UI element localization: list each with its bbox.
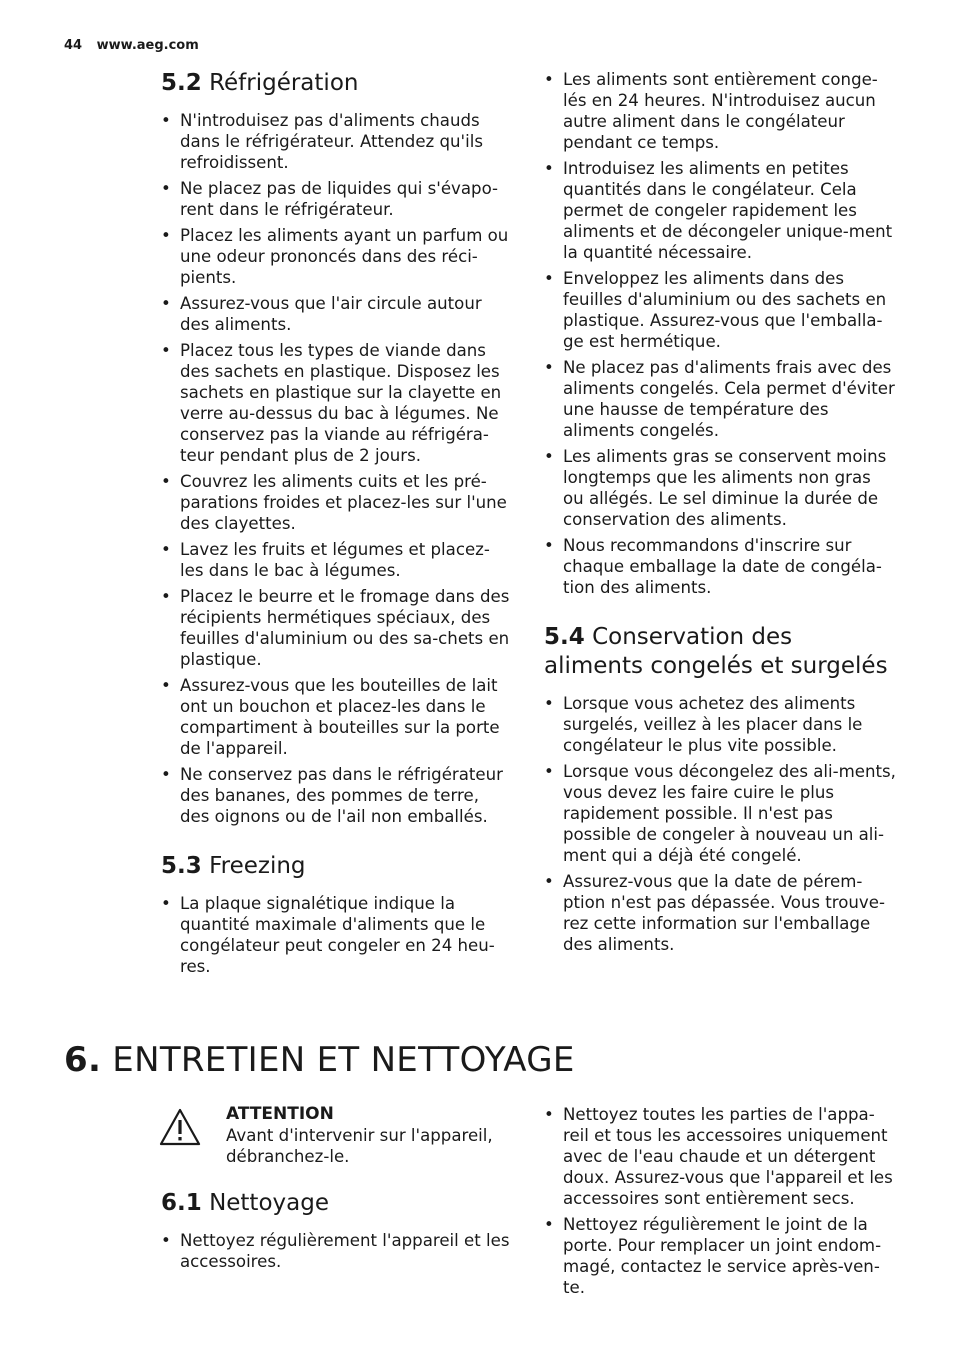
- list-item-text: Lorsque vous achetez des aliments surgelés, veillez à les placer dans le congélateur le plus vite possible.: [563, 693, 863, 755]
- bullet-icon: •: [161, 110, 171, 130]
- list-item-text: La plaque signalétique indique la quantité maximale d'aliments que le congélateur peut congeler en 24 heu-res.: [180, 893, 495, 976]
- list-item-text: Placez les aliments ayant un parfum ou une odeur prononcés dans des réci-pients.: [180, 225, 509, 287]
- list-item: [544, 357, 896, 441]
- list-item: [544, 1214, 896, 1298]
- list-item: [161, 178, 513, 220]
- bullet-icon: •: [161, 675, 171, 695]
- bullet-icon: •: [544, 871, 554, 891]
- list-item: [161, 340, 513, 466]
- cleaning-list-part2: [544, 1104, 896, 1298]
- chapter-6-heading: 6. ENTRETIEN ET NETTOYAGE: [64, 1040, 575, 1080]
- list-item-text: Ne conservez pas dans le réfrigérateur des bananes, des pommes de terre, des oignons ou de l'ail non emballés.: [180, 764, 503, 826]
- list-item: [544, 158, 896, 263]
- list-item-text: Nous recommandons d'inscrire sur chaque emballage la date de congéla-tion des aliments.: [563, 536, 882, 597]
- list-item-text: Ne placez pas de liquides qui s'évapo-rent dans le réfrigérateur.: [180, 178, 499, 219]
- page-header: [64, 38, 199, 53]
- list-item-text: Enveloppez les aliments dans des feuilles d'aluminium ou des sachets en plastique. Assurez-vous que l'emballa-ge est hermétique.: [563, 269, 887, 351]
- list-item: [161, 764, 513, 827]
- list-item-text: Nettoyez régulièrement le joint de la porte. Pour remplacer un joint endom-magé, contactez le service après-ven-te.: [563, 1215, 882, 1297]
- list-item-text: Couvrez les aliments cuits et les pré-parations froides et placez-les sur l'une des clayettes.: [180, 471, 507, 533]
- list-item: [544, 69, 896, 153]
- cleaning-list-part1: [161, 1230, 513, 1272]
- bullet-icon: •: [161, 293, 171, 313]
- bullet-icon: •: [544, 1215, 554, 1234]
- bullet-icon: •: [161, 178, 171, 198]
- freezing-list-part1: [161, 893, 513, 977]
- attention-box: [161, 1104, 513, 1167]
- section-6-1-heading: 6.1 Nettoyage: [161, 1190, 329, 1216]
- list-item-text: Lorsque vous décongelez des ali-ments, vous devez les faire cuire le plus rapidement possible. Il n'est pas possible de congeler à nouveau un ali-ment qui a déjà été congelé.: [563, 761, 896, 865]
- bullet-icon: •: [544, 358, 554, 377]
- list-item: [544, 693, 896, 756]
- list-item: [161, 586, 513, 670]
- list-item-text: Placez le beurre et le fromage dans des récipients hermétiques spéciaux, des feuilles d'aluminium ou des sa-chets en plastique.: [180, 586, 510, 669]
- bullet-icon: •: [161, 586, 171, 606]
- list-item-text: Les aliments sont entièrement conge-lés en 24 heures. N'introduisez aucun autre aliment dans le congélateur pendant ce temps.: [563, 70, 878, 152]
- list-item: [161, 675, 513, 759]
- list-item: [544, 268, 896, 352]
- left-column-top: [161, 69, 513, 982]
- list-item: [544, 535, 896, 598]
- bullet-icon: •: [544, 1105, 554, 1124]
- page-number: 44: [64, 38, 83, 53]
- bullet-icon: •: [161, 340, 171, 360]
- list-item: [161, 293, 513, 335]
- bullet-icon: •: [544, 447, 554, 466]
- list-item-text: Introduisez les aliments en petites quantités dans le congélateur. Cela permet de congeler rapidement les aliments et de décongeler unique-ment la quantité nécessaire.: [563, 159, 893, 262]
- list-item: [161, 539, 513, 581]
- attention-title: ATTENTION: [226, 1104, 334, 1124]
- list-item: [544, 446, 896, 530]
- freezing-list-part2: [544, 69, 896, 598]
- bullet-icon: •: [544, 693, 554, 713]
- list-item: [544, 871, 896, 955]
- bullet-icon: •: [161, 539, 171, 559]
- website-link[interactable]: www.aeg.com: [96, 38, 199, 53]
- list-item-text: Nettoyez toutes les parties de l'appa-reil et tous les accessoires uniquement avec de l'eau chaude et un détergent doux. Assurez-vous que l'appareil et les accessoires sont entièrement secs.: [563, 1105, 893, 1208]
- list-item: [544, 1104, 896, 1209]
- list-item-text: N'introduisez pas d'aliments chauds dans le réfrigérateur. Attendez qu'ils refroidissent.: [180, 110, 483, 172]
- bullet-icon: •: [544, 159, 554, 178]
- bullet-icon: •: [544, 761, 554, 781]
- list-item-text: Placez tous les types de viande dans des sachets en plastique. Disposez les sachets en plastique sur la clayette en verre au-dessus du bac à légumes. Ne conservez pas la viande au réfrigéra-teur pendant plus de 2 jours.: [180, 340, 502, 465]
- list-item-text: Assurez-vous que l'air circule autour des aliments.: [180, 293, 482, 334]
- list-item-text: Assurez-vous que la date de pérem-ption n'est pas dépassée. Vous trouve-rez cette information sur l'emballage des aliments.: [563, 871, 885, 954]
- list-item-text: Ne placez pas d'aliments frais avec des aliments congelés. Cela permet d'éviter une hausse de température des aliments congelés.: [563, 358, 895, 440]
- list-item-text: Les aliments gras se conservent moins longtemps que les aliments non gras ou allégés. Le sel diminue la durée de conservation des aliments.: [563, 447, 887, 529]
- list-item-text: Nettoyez régulièrement l'appareil et les accessoires.: [180, 1230, 510, 1271]
- list-item-text: Lavez les fruits et légumes et placez-les dans le bac à légumes.: [180, 539, 490, 580]
- bullet-icon: •: [161, 225, 171, 245]
- attention-text: Avant d'intervenir sur l'appareil, débranchez-le.: [226, 1126, 493, 1166]
- list-item-text: Assurez-vous que les bouteilles de lait ont un bouchon et placez-les dans le compartiment à bouteilles sur la porte de l'appareil.: [180, 675, 500, 758]
- refrigeration-list: [161, 110, 513, 827]
- warning-triangle-icon: [159, 1108, 201, 1146]
- list-item: [161, 1230, 513, 1272]
- bullet-icon: •: [544, 269, 554, 288]
- list-item: [161, 225, 513, 288]
- bullet-icon: •: [161, 1230, 171, 1250]
- section-5-3-heading: 5.3 Freezing: [161, 852, 306, 879]
- right-column-top: [544, 69, 896, 960]
- bullet-icon: •: [161, 471, 171, 491]
- bullet-icon: •: [544, 536, 554, 555]
- bullet-icon: •: [161, 764, 171, 784]
- list-item: [161, 471, 513, 534]
- frozen-food-list: [544, 693, 896, 955]
- left-column-bottom: [161, 1104, 513, 1277]
- section-5-2-heading: 5.2 Réfrigération: [161, 70, 359, 96]
- bullet-icon: •: [544, 70, 554, 89]
- list-item: [161, 893, 513, 977]
- bullet-icon: •: [161, 893, 171, 913]
- list-item: [544, 761, 896, 866]
- section-5-4-heading: 5.4 Conservation des aliments congelés et surgelés: [544, 624, 888, 679]
- list-item: [161, 110, 513, 173]
- right-column-bottom: [544, 1104, 896, 1303]
